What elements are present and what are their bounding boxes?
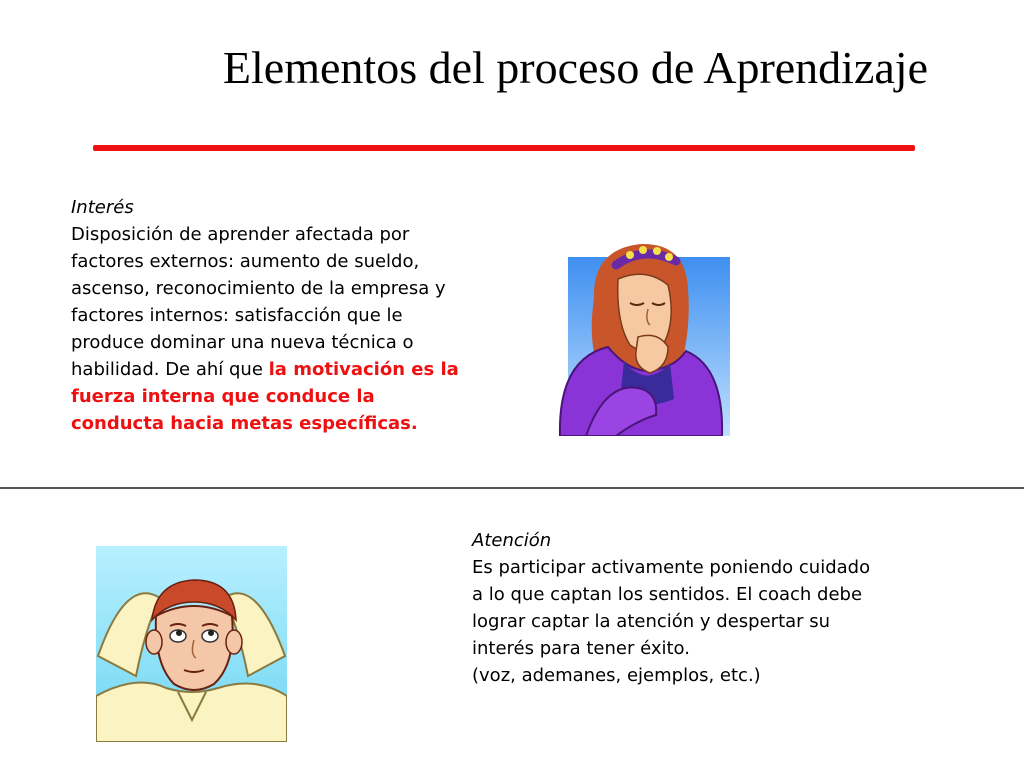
atencion-heading: Atención xyxy=(472,530,552,551)
slide-title: Elementos del proceso de Aprendizaje xyxy=(222,42,928,93)
section-divider xyxy=(0,487,1024,489)
relaxed-man-image xyxy=(96,546,287,742)
interes-body: Disposición de aprender afectada por factores externos: aumento de sueldo, ascenso, reconocimiento de la empresa y factores internos: satisfacción que le produce dominar una nueva técnica o habilidad. De ahí que xyxy=(71,224,446,380)
interes-highlight: la motivación es la fuerza interna que conduce la conducta hacia metas específicas. xyxy=(71,359,459,434)
relaxed-man-illustration xyxy=(96,546,287,742)
thinking-woman-illustration xyxy=(546,239,742,436)
interes-heading: Interés xyxy=(71,197,134,218)
atencion-body: Es participar activamente poniendo cuidado a lo que captan los sentidos. El coach debe lograr captar la atención y despertar su interés para tener éxito. xyxy=(472,557,871,659)
atencion-note: (voz, ademanes, ejemplos, etc.) xyxy=(472,665,761,686)
interes-block xyxy=(71,194,466,437)
thinking-woman-image xyxy=(546,239,742,436)
title-underline xyxy=(93,145,915,151)
atencion-block xyxy=(472,527,872,689)
